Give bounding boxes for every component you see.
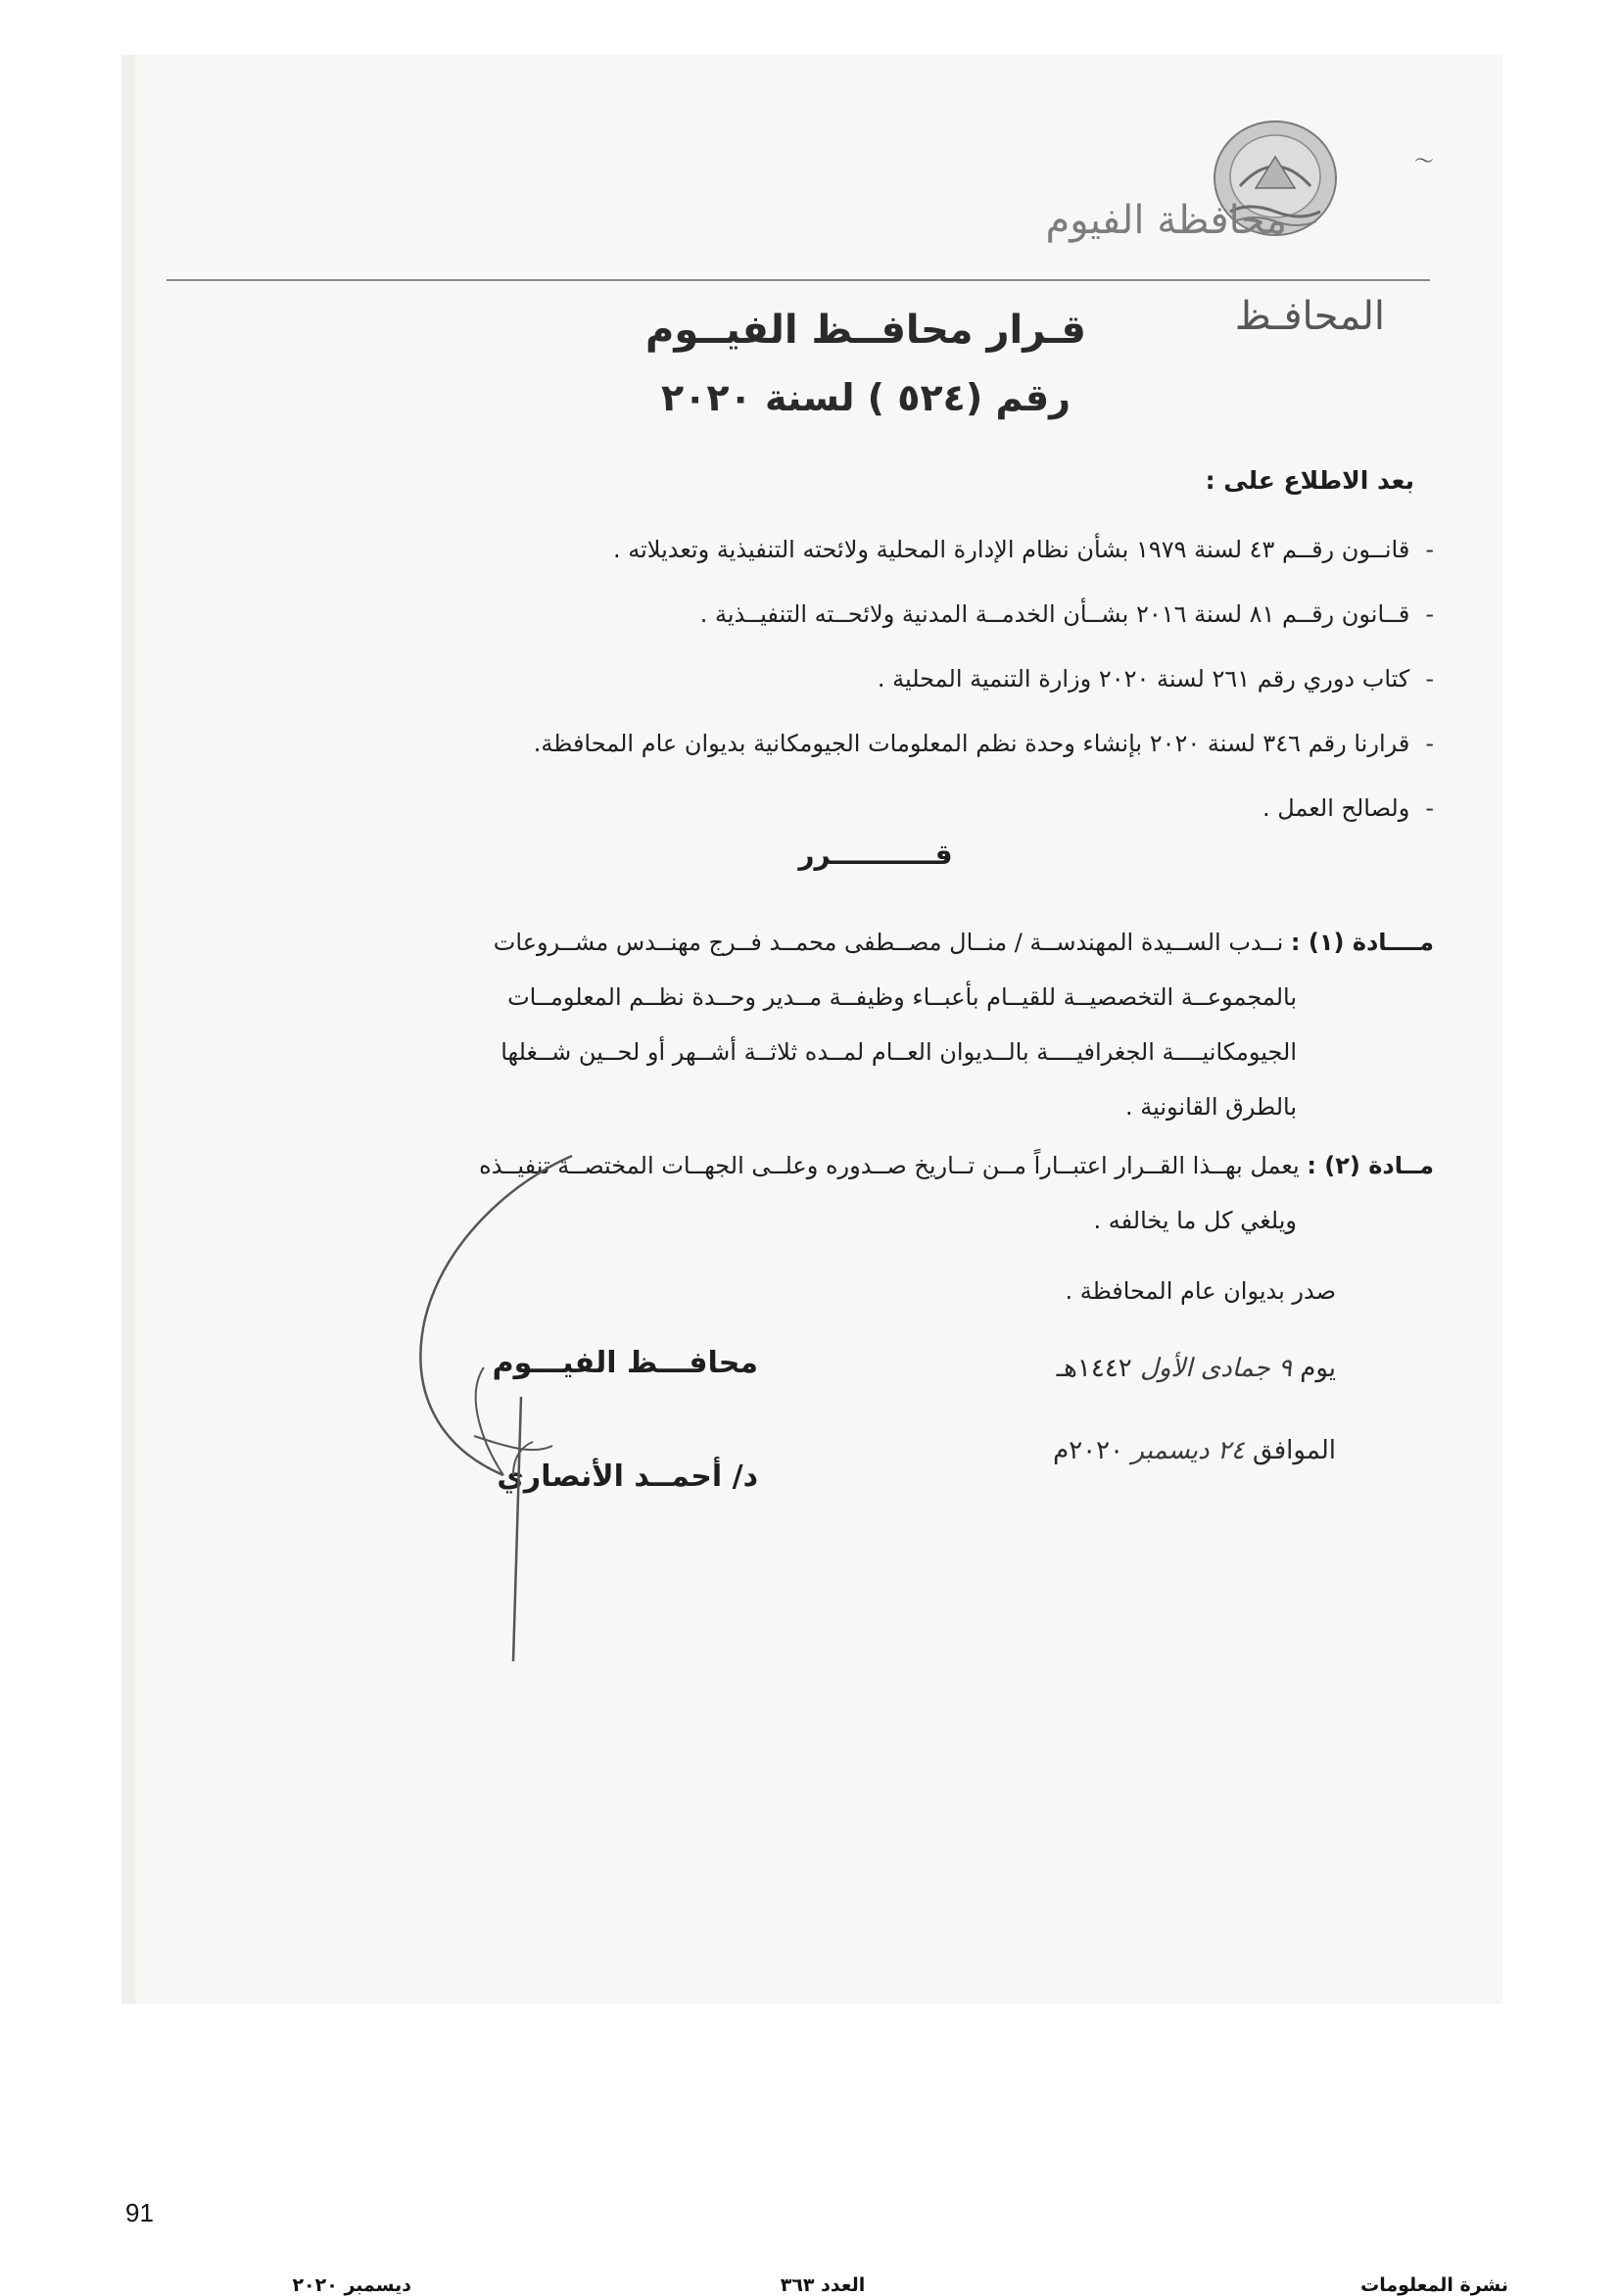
- decree-title: قـرار محافــظ الفيــوم: [645, 308, 1086, 353]
- article-1: [249, 915, 1434, 1134]
- hijri-year: ١٤٤٢هـ: [1056, 1354, 1132, 1383]
- handwritten-signature-icon: [366, 1152, 719, 1661]
- decided-heading: قـــــــــــرر: [798, 838, 953, 871]
- hijri-date-prefix: يوم: [1300, 1354, 1336, 1383]
- gregorian-date: [827, 1436, 1336, 1465]
- signatory-name: د/ أحمــد الأنصاري: [497, 1459, 758, 1494]
- preamble-heading: بعد الاطلاع على :: [1205, 466, 1414, 495]
- article-2-line: ويلغي كل ما يخالفه .: [1093, 1207, 1297, 1234]
- gregorian-year: ٢٠٢٠م: [1053, 1436, 1124, 1465]
- decree-number: رقم (٥٢٤ ) لسنة ٢٠٢٠: [660, 376, 1071, 419]
- scan-edge: [121, 55, 135, 2004]
- scan-margin-mark: 〜: [1414, 149, 1434, 172]
- article-1-line: الجيومكانيــــة الجغرافيــــة بالــديوان العــام لمــده ثلاثــة أشــهر أو لحــين شــغلها: [500, 1038, 1297, 1066]
- reference-item: -قانــون رقــم ٤٣ لسنة ١٩٧٩ بشأن نظام الإدارة المحلية ولائحته التنفيذية وتعديلاته .: [612, 536, 1434, 563]
- governorate-name: محافظة الفيوم: [1045, 198, 1287, 243]
- footer-publication: نشرة المعلومات: [1360, 2274, 1508, 2296]
- gregorian-date-handwritten: ٢٤ ديسمبر: [1131, 1436, 1245, 1465]
- article-2-label: مــادة (٢) :: [1307, 1152, 1434, 1179]
- signatory-title: محافـــظ الفيـــوم: [492, 1346, 758, 1380]
- article-1-label: مــــادة (١) :: [1290, 929, 1434, 956]
- reference-item: -قــانون رقــم ٨١ لسنة ٢٠١٦ بشــأن الخدمــة المدنية ولائحــته التنفيــذية .: [699, 600, 1434, 628]
- scanned-document: [121, 55, 1502, 2004]
- header-divider: [167, 279, 1430, 281]
- footer-issue: العدد ٣٦٣: [780, 2274, 866, 2296]
- article-1-line: بالمجموعــة التخصصيــة للقيــام بأعبــاء وظيفــة مــدير وحــدة نظــم المعلومــات: [507, 983, 1297, 1011]
- article-1-line: بالطرق القانونية .: [1124, 1093, 1297, 1121]
- footer-date: ديسمبر ٢٠٢٠: [292, 2274, 411, 2296]
- article-1-line: نــدب الســيدة المهندســة / منــال مصــطفى محمــد فــرج مهنــدس مشــروعات: [493, 929, 1284, 956]
- references-list: [239, 517, 1434, 840]
- article-2-line: يعمل بهــذا القــرار اعتبــاراً مــن تــاريخ صــدوره وعلــى الجهــات المختصــة تنفيــذه: [479, 1152, 1300, 1179]
- reference-item: -ولصالح العمل .: [1262, 794, 1434, 822]
- reference-item: -كتاب دوري رقم ٢٦١ لسنة ٢٠٢٠ وزارة التنمية المحلية .: [877, 665, 1434, 693]
- page-number: 91: [125, 2198, 154, 2227]
- hijri-date-handwritten: ٩ جمادى الأول: [1140, 1354, 1292, 1383]
- hijri-date: [827, 1354, 1336, 1383]
- reference-item: -قرارنا رقم ٣٤٦ لسنة ٢٠٢٠ بإنشاء وحدة نظم المعلومات الجيومكانية بديوان عام المحافظة.: [533, 730, 1434, 757]
- gregorian-date-prefix: الموافق: [1253, 1436, 1336, 1465]
- issued-statement: صدر بديوان عام المحافظة .: [1065, 1277, 1336, 1305]
- office-label: المحافـظ: [1234, 294, 1385, 339]
